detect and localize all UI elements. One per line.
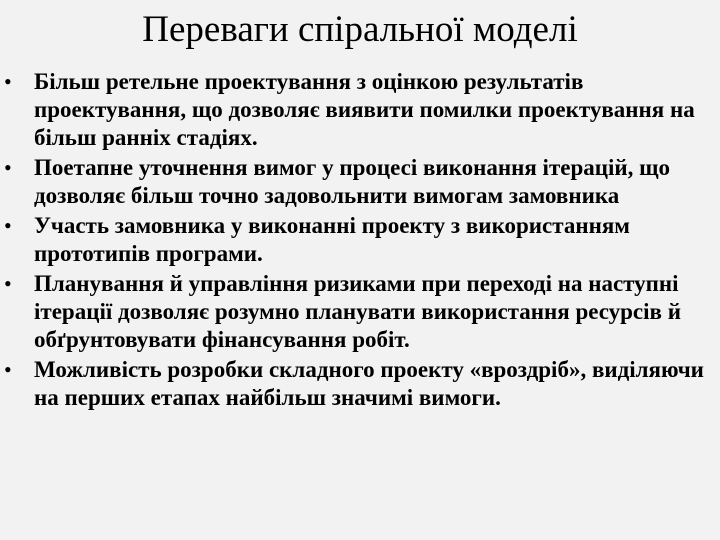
bullet-icon: • — [4, 271, 12, 296]
bullet-list — [4, 68, 704, 414]
bullet-text: Можливість розробки складного проекту «вроздріб», виділяючи на перших етапах найбільш значимі вимоги. — [34, 357, 704, 410]
bullet-item — [4, 270, 704, 354]
bullet-text: Планування й управління ризиками при переході на наступні ітерації дозволяє розумно планувати використання ресурсів й обґрунтовувати фінансування робіт. — [34, 271, 681, 352]
bullet-text: Більш ретельне проектування з оцінкою результатів проектування, що дозволяє виявити помилки проектування на більш ранніх стадіях. — [34, 69, 695, 150]
bullet-icon: • — [4, 357, 12, 382]
bullet-item — [4, 212, 704, 268]
bullet-text: Участь замовника у виконанні проекту з використанням прототипів програми. — [34, 213, 630, 266]
bullet-item — [4, 154, 704, 210]
bullet-item — [4, 356, 704, 412]
slide-title: Переваги спіральної моделі — [142, 9, 578, 50]
bullet-item — [4, 68, 704, 152]
bullet-text: Поетапне уточнення вимог у процесі виконання ітерацій, що дозволяє більш точно задовольнити вимогам замовника — [34, 155, 671, 208]
bullet-icon: • — [4, 213, 12, 238]
bullet-icon: • — [4, 69, 12, 94]
bullet-icon: • — [4, 155, 12, 180]
